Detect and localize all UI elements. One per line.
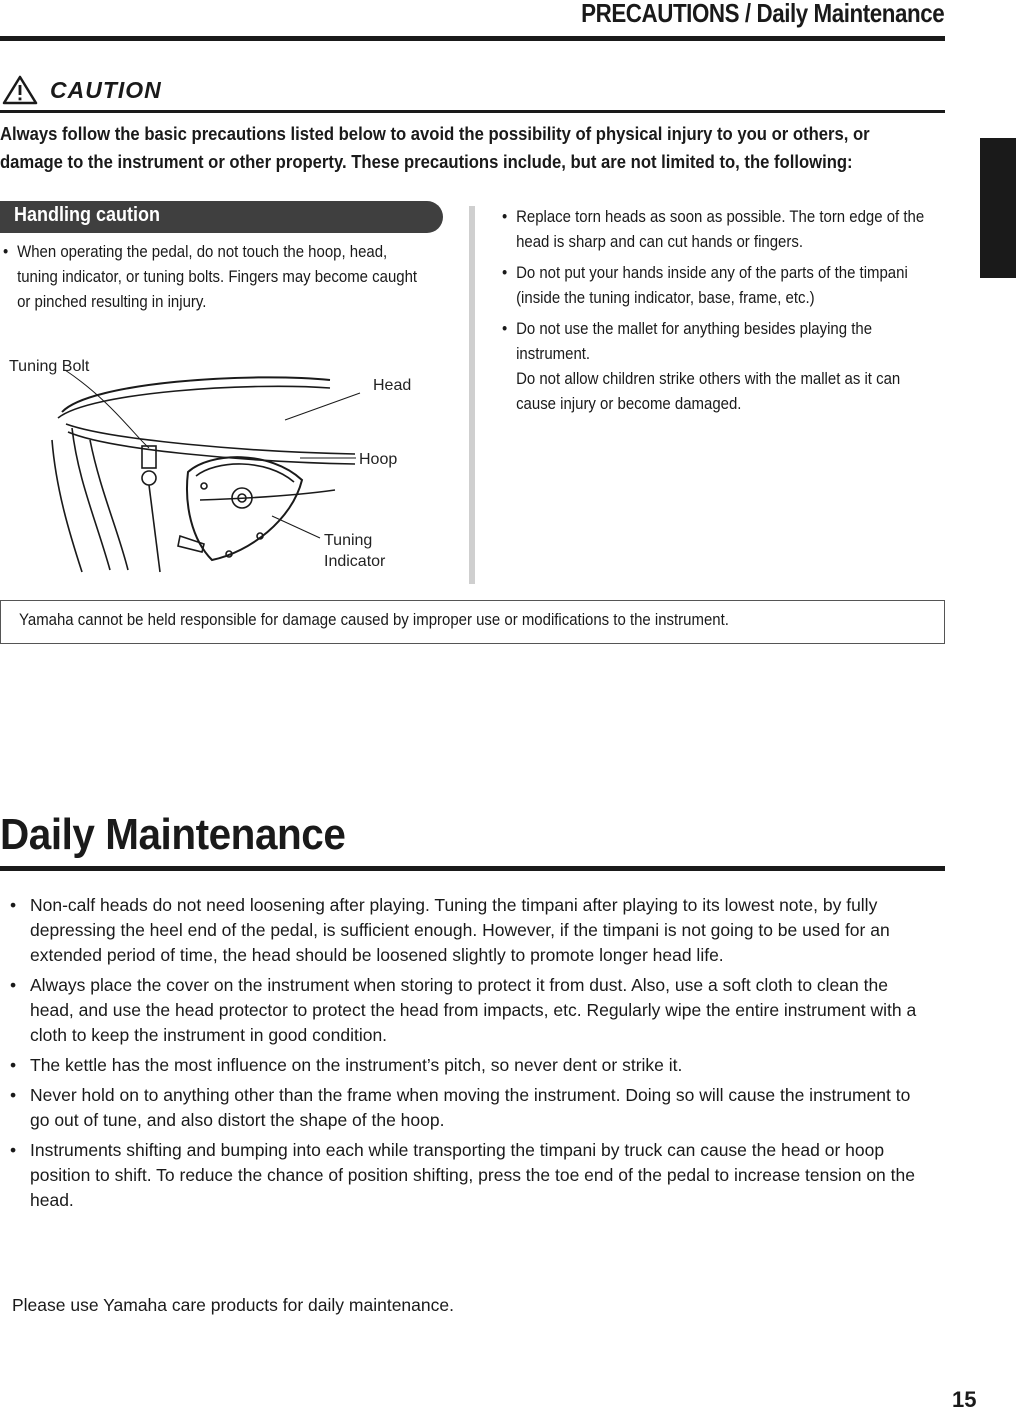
caution-label: CAUTION [50, 76, 162, 103]
section-tab [980, 138, 1016, 278]
head-label: Head [373, 377, 412, 394]
timpani-drawing [52, 370, 360, 572]
list-item: • Never hold on to anything other than the frame when moving the instrument. Doing so will cause the instrument to go out of tune, and also distort the shape of the hoop. [8, 1083, 920, 1133]
caution-intro: Always follow the basic precautions listed below to avoid the possibility of physical injury to you or others, or damage to the instrument or other property. These precautions include, but are not limited to, the following: [0, 123, 870, 172]
tuning-indicator-label-line1: Tuning [324, 532, 373, 549]
list-item: • Instruments shifting and bumping into each while transporting the timpani by truck can cause the head or hoop position to shift. To reduce the chance of position shifting, press the toe end of the pedal to increase tension on the head. [8, 1138, 920, 1213]
list-item-extra-text: Do not allow children strike others with the mallet as it can cause injury or become damaged. [516, 369, 901, 413]
list-item: • Non-calf heads do not need loosening after playing. Tuning the timpani after playing to its lowest note, by fully depressing the heel end of the pedal, is sufficient enough. However, if the timpani is not going to be used for an extended period of time, the head should be loosened slightly to promote longer head life. [8, 893, 920, 968]
column-divider [469, 206, 475, 584]
timpani-illustration [0, 340, 460, 575]
tuning-bolt-label: Tuning Bolt [9, 358, 90, 375]
section-title: Daily Maintenance [0, 810, 346, 859]
disclaimer-text: Yamaha cannot be held responsible for damage caused by improper use or modifications to the instrument. [19, 610, 729, 629]
list-item [502, 316, 942, 416]
caution-heading [2, 74, 162, 106]
section-rule [0, 866, 945, 871]
list-item: • When operating the pedal, do not touch the hoop, head, tuning indicator, or tuning bolts. Fingers may become caught or pinched resulting in injury. [3, 239, 425, 314]
list-item: • The kettle has the most influence on the instrument’s pitch, so never dent or strike it. [8, 1053, 920, 1078]
page-number: 15 [952, 1387, 977, 1412]
list-item: • Replace torn heads as soon as possible. The torn edge of the head is sharp and can cut hands or fingers. [502, 204, 942, 254]
warning-triangle-icon [2, 75, 38, 105]
handling-caution-heading [0, 201, 443, 233]
precaution-list [502, 204, 942, 422]
header-rule [0, 36, 945, 41]
tuning-indicator-label-line2: Indicator [324, 553, 386, 570]
disclaimer-box [0, 600, 945, 644]
list-item: • Always place the cover on the instrument when storing to protect it from dust. Also, use a soft cloth to clean the head, and use the head protector to protect the head from impacts, etc. Regularly wipe the entire instrument with a cloth to keep the instrument in good condition. [8, 973, 920, 1048]
hoop-label: Hoop [359, 451, 398, 468]
caution-rule [0, 110, 945, 113]
maintenance-list [8, 893, 920, 1218]
handling-caution-label: Handling caution [14, 204, 160, 226]
running-header: PRECAUTIONS / Daily Maintenance [580, 0, 944, 28]
handling-caution-list [3, 239, 425, 314]
maintenance-footer-note: Please use Yamaha care products for daily maintenance. [12, 1295, 454, 1315]
list-item: • Do not put your hands inside any of the parts of the timpani (inside the tuning indicator, base, frame, etc.) [502, 260, 942, 310]
list-item-text: • Do not use the mallet for anything besides playing the instrument. [516, 319, 873, 363]
